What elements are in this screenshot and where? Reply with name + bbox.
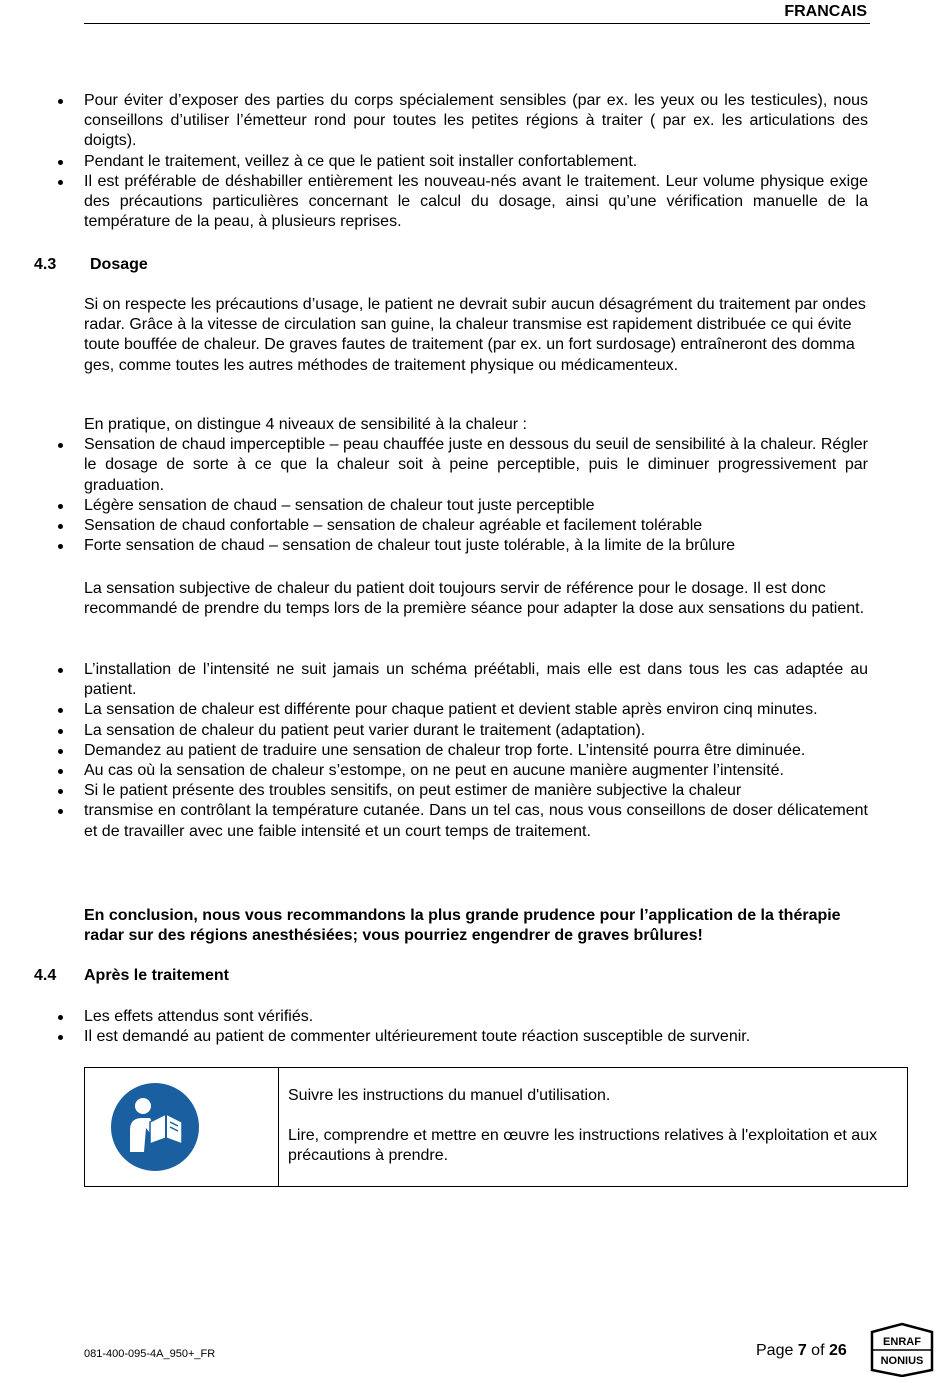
list-item: L’installation de l’intensité ne suit jamais un schéma préétabli, mais elle est dans tous les cas adaptée au patient.	[84, 660, 868, 700]
dosage-notes-list	[84, 660, 868, 842]
list-item: Au cas où la sensation de chaleur s’estompe, on ne peut en aucune manière augmenter l’intensité.	[84, 761, 868, 781]
list-item: Sensation de chaud imperceptible – peau chauffée juste en dessous du seuil de sensibilité à la chaleur. Régler le dosage de sorte à ce que la chaleur soit à peine perceptible, puis le diminuer progressivement par graduation.	[84, 435, 868, 496]
list-item: transmise en contrôlant la température cutanée. Dans un tel cas, nous vous conseillons de doser délicatement et de travailler avec une faible intensité et un court temps de traitement.	[84, 801, 868, 841]
paragraph: En pratique, on distingue 4 niveaux de sensibilité à la chaleur :	[84, 416, 527, 433]
svg-text:NONIUS: NONIUS	[880, 1355, 924, 1367]
list-item: Demandez au patient de traduire une sensation de chaleur trop forte. L’intensité pourra être diminuée.	[84, 741, 868, 761]
section-number-4-3: 4.3	[34, 256, 57, 273]
section-number-4-4: 4.4	[34, 967, 57, 984]
list-item: La sensation de chaleur du patient peut varier durant le traitement (adaptation).	[84, 721, 868, 741]
read-manual-icon	[110, 1082, 200, 1172]
warning-text: En conclusion, nous vous recommandons la plus grande prudence pour l’application de la thérapie radar sur des régions anesthésiées; vous pourriez engendrer de graves brûlures!	[84, 907, 841, 945]
page-prefix: Page	[756, 1342, 798, 1359]
list-item: Pendant le traitement, veillez à ce que le patient soit installer confortablement.	[84, 152, 868, 172]
notice-text-cell	[288, 1086, 898, 1167]
page-total: 26	[828, 1342, 847, 1359]
page-current: 7	[797, 1342, 807, 1359]
svg-text:ENRAF: ENRAF	[883, 1336, 921, 1348]
list-item: Pour éviter d’exposer des parties du corps spécialement sensibles (par ex. les yeux ou les testicules), nous conseillons d’utiliser l’émetteur rond pour toutes les petites régions à traiter ( par ex. les articulations des doigts).	[84, 91, 868, 152]
header-divider	[84, 23, 870, 24]
list-item: La sensation de chaleur est différente pour chaque patient et devient stable après environ cinq minutes.	[84, 700, 868, 720]
section-title-dosage: Dosage	[90, 256, 148, 273]
paragraph: Si on respecte les précautions d’usage, le patient ne devrait subir aucun désagrément du traitement par ondes radar. Grâce à la vitesse de circulation san guine, la chaleur transmise est rapidement distribuée ce qui évite toute bouffée de chaleur. De graves fautes de traitement (par ex. un fort surdosage) entraîneront des domma ges, comme toutes les autres méthodes de traitement physique ou médicamenteux.	[84, 296, 866, 374]
after-treatment-list	[84, 1007, 868, 1047]
list-item: Il est demandé au patient de commenter ultérieurement toute réaction susceptible de survenir.	[84, 1027, 868, 1047]
dosage-paragraph-1	[84, 295, 868, 376]
document-code: 081-400-095-4A_950+_FR	[84, 1348, 216, 1360]
list-item: Si le patient présente des troubles sensitifs, on peut estimer de manière subjective la chaleur	[84, 781, 868, 801]
list-item: Les effets attendus sont vérifiés.	[84, 1007, 868, 1027]
page-number	[756, 1341, 847, 1361]
paragraph: La sensation subjective de chaleur du patient doit toujours servir de référence pour le dosage. Il est donc recommandé de prendre du temps lors de la première séance pour adapter la dose aux sensations du patient.	[84, 580, 865, 618]
intro-bullet-list	[84, 91, 868, 232]
header-language: FRANCAIS	[784, 3, 867, 20]
enraf-nonius-logo	[868, 1322, 936, 1377]
notice-icon-cell	[85, 1068, 279, 1186]
dosage-paragraph-3	[84, 579, 868, 619]
list-item: Sensation de chaud confortable – sensation de chaleur agréable et facilement tolérable	[84, 516, 868, 536]
manual-notice-box	[84, 1067, 908, 1187]
list-item: Il est préférable de déshabiller entièrement les nouveau-nés avant le traitement. Leur volume physique exige des précautions particulières concernant le calcul du dosage, ainsi qu’une vérification manuelle de la température de la peau, à plusieurs reprises.	[84, 172, 868, 233]
list-item: Légère sensation de chaud – sensation de chaleur tout juste perceptible	[84, 496, 868, 516]
list-item: Forte sensation de chaud – sensation de chaleur tout juste tolérable, à la limite de la brûlure	[84, 536, 868, 556]
conclusion-warning	[84, 906, 868, 946]
notice-line-1: Suivre les instructions du manuel d'utilisation.	[288, 1087, 611, 1104]
page-of: of	[806, 1342, 829, 1359]
dosage-levels-block	[84, 415, 868, 556]
notice-line-2: Lire, comprendre et mettre en œuvre les instructions relatives à l'exploitation et aux précautions à prendre.	[288, 1127, 878, 1165]
section-title-after-treatment: Après le traitement	[84, 967, 229, 984]
